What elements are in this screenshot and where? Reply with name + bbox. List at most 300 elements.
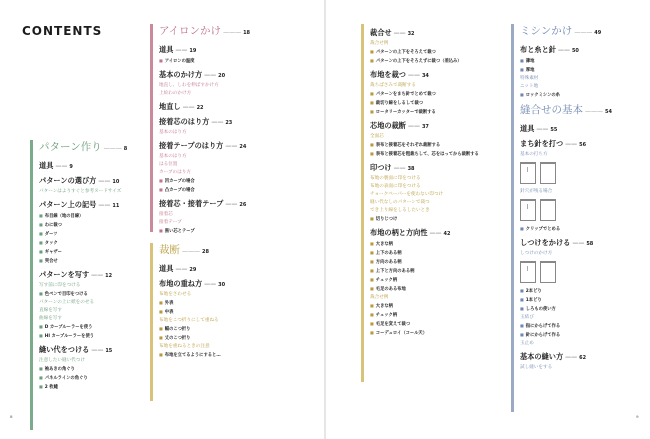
toc-bullet-item[interactable] (39, 290, 148, 299)
toc-section-title[interactable] (520, 24, 646, 40)
toc-bullet-item[interactable] (520, 322, 646, 331)
leader-dash: —— (98, 202, 111, 209)
toc-bullet-item[interactable] (159, 57, 300, 66)
pinning-diagram (520, 261, 646, 283)
page-ref: 55 (550, 127, 558, 133)
bullet-text: 方向のある柄 (375, 259, 402, 265)
page-ref: 50 (571, 48, 579, 54)
entry-title: パターンを写す (39, 270, 90, 279)
toc-subentry[interactable]: 針穴が残る場合 (520, 189, 553, 194)
toc-subentry[interactable]: 直線を写す (39, 308, 62, 313)
entry-title: 裁合せ (370, 28, 392, 37)
page-ref: 38 (407, 165, 415, 172)
bullet-icon: ■ (370, 329, 374, 335)
toc-bullet-item[interactable] (39, 239, 148, 248)
page-ref: 58 (586, 241, 594, 247)
bullet-icon: ■ (370, 311, 374, 317)
toc-entry[interactable] (159, 141, 300, 152)
entry-title: 道具 (159, 45, 174, 54)
page-ref: 62 (579, 355, 587, 361)
toc-bullet-item[interactable] (520, 305, 646, 314)
leader-dash: —— (175, 47, 188, 54)
toc-bullet-item[interactable] (370, 320, 506, 329)
toc-column-cutting (150, 243, 300, 403)
bullet-icon: ■ (39, 213, 43, 218)
entry-title: 布地を裁つ (370, 70, 406, 79)
bullet-icon: ■ (370, 320, 374, 326)
bullet-text: わに裁つ (44, 223, 62, 228)
toc-column-iron (150, 24, 300, 234)
toc-bullet-item[interactable] (39, 383, 148, 392)
toc-bullet-item[interactable] (159, 308, 300, 317)
bullet-icon: ■ (159, 335, 163, 340)
toc-bullet-item[interactable] (370, 329, 506, 338)
bullet-icon: ■ (370, 109, 374, 114)
leader-dash: ——— (585, 108, 603, 115)
toc-bullet-item[interactable] (370, 48, 506, 57)
toc-entry[interactable] (39, 161, 148, 172)
toc-bullet-item[interactable] (520, 331, 646, 340)
leader-dash: —— (211, 119, 224, 126)
page-ref: 9 (69, 164, 73, 170)
toc-bullet-item[interactable] (159, 351, 300, 360)
leader-dash: ——— (103, 145, 122, 152)
bullet-text: 上下と方向のある柄 (375, 268, 415, 274)
bullet-icon: ■ (39, 291, 43, 296)
toc-entry[interactable] (370, 28, 506, 39)
leader-dash: —— (204, 281, 217, 288)
bullet-icon: ■ (370, 100, 374, 105)
leader-dash: —— (565, 141, 578, 148)
toc-subentry[interactable]: 縫い代なしのパターンで裁つ (370, 199, 430, 205)
bullet-text: HI カーブルーラーを使う (44, 334, 95, 339)
toc-section-title[interactable] (39, 140, 148, 156)
toc-bullet-item[interactable] (370, 90, 506, 99)
bullet-text: ロックミシンの糸 (525, 93, 560, 98)
bullet-text: 布地を立てるようにすると… (164, 353, 221, 358)
leader-dash: ——— (574, 29, 593, 36)
toc-entry[interactable] (159, 70, 300, 81)
column-inner (39, 140, 148, 392)
toc-bullet-item[interactable] (520, 287, 646, 296)
toc-bullet-item[interactable] (39, 332, 148, 341)
bullet-icon: ■ (520, 92, 524, 97)
bullet-text: 袖あきの角ぐり (44, 367, 75, 372)
toc-subentry[interactable]: 裁合せ例 (370, 294, 389, 300)
toc-entry[interactable] (39, 176, 148, 187)
entry-title: 芯地の裁断 (370, 121, 406, 130)
toc-bullet-item[interactable] (370, 215, 506, 224)
toc-entry[interactable] (159, 117, 300, 128)
bullet-text: 針にからげて作る (525, 333, 561, 338)
bullet-icon: ■ (370, 267, 374, 273)
leader-dash: ——— (182, 248, 200, 255)
toc-entry[interactable] (159, 45, 300, 56)
column-inner (159, 24, 300, 236)
bullet-text: 指にからげて作る (525, 324, 561, 329)
toc-bullet-item[interactable] (159, 177, 300, 186)
page-ref: 19 (189, 48, 197, 54)
bullet-text: 裁切り線をしるして裁つ (375, 101, 424, 106)
fabric-diagram-icon (540, 199, 556, 221)
toc-subentry[interactable]: パターンの上に紙をのせる (39, 300, 95, 305)
toc-entry[interactable] (370, 70, 506, 81)
bullet-icon: ■ (159, 326, 163, 331)
leader-dash: ——— (223, 29, 242, 36)
bullet-icon: ■ (39, 222, 43, 227)
pin-icon (527, 167, 528, 172)
page-ref: 29 (189, 267, 197, 273)
toc-bullet-item[interactable] (39, 248, 148, 257)
page-ref: 10 (112, 179, 120, 185)
leader-dash: —— (98, 178, 111, 185)
entry-title: しつけをかける (520, 238, 571, 247)
section-bar (150, 243, 153, 401)
entry-title: 道具 (520, 124, 535, 133)
toc-subentry[interactable]: 接着テープ (159, 220, 182, 225)
leader-dash: —— (91, 272, 104, 279)
toc-entry[interactable] (39, 200, 148, 211)
toc-bullet-item[interactable] (370, 267, 506, 276)
toc-bullet-item[interactable] (520, 66, 646, 75)
toc-subentry[interactable]: チョークペーパーを使わない印つけ (370, 191, 444, 197)
bullet-icon: ■ (39, 384, 43, 389)
toc-subentry[interactable]: ニット地 (520, 84, 539, 89)
fabric-diagram-icon (520, 261, 536, 283)
toc-column-pattern (30, 140, 148, 430)
page-ref: 18 (243, 30, 251, 36)
bullet-text: パネルラインの角ぐり (44, 376, 88, 381)
bullet-text: 切りじつけ (375, 216, 398, 222)
toc-bullet-item[interactable] (370, 285, 506, 294)
page-ref: 12 (105, 273, 113, 279)
toc-bullet-item[interactable] (39, 323, 148, 332)
page-ref: 26 (239, 202, 247, 208)
bullet-text: 中表 (164, 310, 174, 315)
leader-dash: —— (565, 354, 578, 361)
toc-subentry[interactable]: はる位置 (159, 162, 178, 167)
bullet-icon: ■ (520, 58, 524, 63)
section-bar (150, 24, 153, 232)
bullet-text: 凸カーブの場合 (164, 188, 195, 193)
fabric-diagram-icon (540, 261, 556, 283)
toc-subentry[interactable]: 布地の表面に印をつける (370, 183, 421, 189)
bullet-text: 厚地 (525, 68, 535, 73)
bullet-icon: ■ (370, 276, 374, 282)
page-ref: 37 (421, 124, 429, 130)
page-ref: 22 (196, 105, 204, 111)
toc-bullet-item[interactable] (39, 212, 148, 221)
section-bar (511, 24, 514, 412)
bullet-text: ダーツ (44, 232, 58, 237)
toc-bullet-item[interactable] (370, 151, 506, 159)
bullet-icon: ■ (520, 297, 524, 302)
bullet-icon: ■ (39, 333, 43, 338)
toc-bullet-item[interactable] (520, 296, 646, 305)
page-ref: 49 (594, 30, 602, 36)
bullet-icon: ■ (159, 58, 163, 63)
toc-bullet-item[interactable] (39, 374, 148, 383)
toc-bullet-item[interactable] (370, 57, 506, 66)
toc-subentry[interactable]: 上絵わのかけ方 (159, 91, 192, 96)
bullet-icon: ■ (520, 323, 524, 328)
entry-title: 布地の柄と方向性 (370, 227, 428, 237)
page-ref: 15 (105, 348, 113, 354)
toc-bullet-item[interactable] (370, 240, 506, 249)
bullet-icon: ■ (370, 240, 374, 246)
bullet-icon: ■ (370, 258, 374, 264)
toc-entry[interactable] (159, 199, 300, 210)
toc-subentry[interactable]: 基本のはり方 (159, 154, 187, 159)
page-ref: 42 (443, 230, 451, 237)
section-bar (30, 140, 33, 430)
bullet-text: チェック柄 (375, 277, 398, 283)
toc-subentry[interactable]: 注意したい縫い代つけ (39, 358, 85, 363)
bullet-icon: ■ (159, 300, 163, 305)
toc-bullet-item[interactable] (39, 365, 148, 374)
section-bar (361, 24, 364, 382)
bullet-text: コーデュロイ（コール天） (375, 330, 427, 336)
leader-dash: —— (204, 72, 217, 79)
toc-entry[interactable] (370, 228, 506, 239)
fabric-diagram-icon (520, 162, 536, 184)
page-ref: 20 (218, 73, 226, 79)
leader-dash: —— (175, 266, 188, 273)
page-ref: 56 (579, 142, 587, 148)
bullet-icon: ■ (520, 288, 524, 293)
toc-subentry[interactable]: 基本の打ち方 (520, 152, 548, 157)
toc-entry[interactable] (159, 264, 300, 275)
leader-dash: —— (393, 30, 406, 37)
toc-bullet-item[interactable] (39, 221, 148, 230)
toc-entry[interactable] (370, 121, 506, 132)
toc-entry[interactable] (520, 45, 646, 56)
toc-bullet-item[interactable] (520, 57, 646, 66)
bullet-text: 大きな柄 (375, 241, 393, 247)
toc-column-cutting-continued (361, 24, 506, 384)
entry-title: 基本のかけ方 (159, 70, 203, 79)
entry-title: 縫合せの基本 (520, 104, 583, 116)
leader-dash: —— (429, 229, 442, 237)
bullet-icon: ■ (159, 352, 163, 357)
leader-dash: —— (225, 201, 238, 208)
toc-subentry[interactable]: 基本のはり方 (159, 130, 187, 135)
bullet-icon: ■ (370, 58, 374, 63)
bullet-text: 毛足を変えて裁つ (375, 321, 411, 327)
page-gutter (324, 0, 326, 439)
toc-bullet-item[interactable] (39, 257, 148, 266)
bullet-text: 幅のこつ折り (164, 327, 191, 332)
toc-subentry[interactable]: 特殊素材 (520, 76, 539, 81)
bullet-icon: ■ (370, 249, 374, 255)
entry-title: 地直し (159, 102, 181, 111)
entry-title: 基本の縫い方 (520, 352, 564, 361)
bullet-icon: ■ (39, 231, 43, 236)
bullet-icon: ■ (370, 91, 374, 96)
page-number-left: 8 (10, 414, 13, 419)
leader-dash: —— (557, 47, 570, 54)
toc-subentry[interactable]: カーブのはり方 (159, 170, 191, 175)
bullet-text: D カーブルーラーを使う (44, 325, 93, 330)
toc-entry[interactable] (159, 279, 300, 290)
toc-subentry[interactable]: 布地をこつ折りにして重ねる (159, 318, 219, 323)
toc-bullet-item[interactable] (370, 108, 506, 117)
fabric-diagram-icon (540, 162, 556, 184)
bullet-text: 布目線（地の目線） (44, 214, 84, 219)
toc-entry[interactable] (520, 139, 646, 150)
entry-title: 接着芯のはり方 (159, 117, 210, 126)
bullet-text: アイロンの温度 (164, 59, 195, 64)
bullet-text: 大きな柄 (375, 303, 393, 309)
bullet-text: 突合せ (44, 259, 58, 264)
column-inner (370, 24, 506, 338)
leader-dash: —— (91, 347, 104, 354)
toc-bullet-item[interactable] (370, 99, 506, 108)
leader-dash: —— (55, 163, 68, 170)
toc-bullet-item[interactable] (370, 258, 506, 267)
bullet-text: 2本どり (525, 289, 542, 294)
entry-title: ミシンかけ (520, 25, 573, 37)
toc-subentry[interactable]: 布地の裏面に印をつける (370, 175, 421, 181)
page-ref: 11 (112, 203, 120, 209)
toc-entry[interactable] (159, 102, 300, 113)
toc-subentry[interactable]: 写す前に印をつける (39, 283, 81, 288)
toc-subentry[interactable]: 裁合せ例 (370, 41, 389, 46)
bullet-text: チェック柄 (375, 312, 398, 318)
toc-subentry[interactable]: 玉結び (520, 315, 534, 320)
entry-title: パターン上の記号 (39, 200, 97, 209)
bullet-icon: ■ (39, 240, 43, 245)
bullet-text: パターンの上下をそろえずに裁つ（差込み） (375, 59, 462, 64)
leader-dash: —— (536, 126, 549, 133)
bullet-text: 丈のこつ折り (164, 336, 191, 341)
leader-dash: —— (182, 104, 195, 111)
entry-title: 接着テープのはり方 (159, 141, 224, 150)
bullet-text: 色ペンで目印をつける (44, 292, 88, 297)
bullet-text: 薄地 (525, 59, 535, 64)
bullet-icon: ■ (39, 366, 43, 371)
bullet-icon: ■ (520, 306, 524, 311)
page-ref: 34 (421, 73, 429, 79)
bullet-icon: ■ (39, 324, 43, 329)
toc-entry[interactable] (520, 238, 646, 249)
toc-bullet-item[interactable] (159, 325, 300, 334)
toc-bullet-item[interactable] (370, 302, 506, 311)
entry-title: 裁断 (159, 244, 180, 256)
toc-subentry[interactable]: 布地を重ねるときの注意 (159, 344, 210, 349)
toc-bullet-item[interactable] (370, 276, 506, 285)
toc-entry[interactable] (39, 270, 148, 281)
bullet-icon: ■ (370, 49, 374, 54)
bullet-text: 外表 (164, 301, 174, 306)
bullet-icon: ■ (370, 142, 374, 147)
toc-subentry[interactable]: 全面芯 (370, 134, 384, 139)
entry-title: 布と糸と針 (520, 45, 556, 54)
bullet-icon: ■ (159, 178, 163, 183)
page-ref: 32 (407, 31, 415, 37)
bullet-icon: ■ (520, 226, 524, 231)
bullet-icon: ■ (39, 258, 43, 263)
toc-bullet-item[interactable] (370, 141, 506, 150)
toc-section-title[interactable] (159, 24, 300, 40)
toc-subentry[interactable]: しつけのかけ方 (520, 251, 553, 256)
entry-title: まち針を打つ (520, 139, 564, 148)
bullet-text: パターンの上下をそろえて裁つ (375, 50, 436, 55)
page-ref: 28 (202, 249, 209, 255)
leader-dash: —— (393, 164, 406, 172)
entry-title: パターン作り (39, 141, 102, 153)
bullet-text: 凹カーブの場合 (164, 179, 195, 184)
toc-bullet-item[interactable] (370, 311, 506, 320)
page-title: CONTENTS (22, 24, 103, 38)
page-ref: 30 (218, 282, 226, 288)
toc-bullet-item[interactable] (159, 334, 300, 343)
bullet-text: タック (44, 241, 58, 246)
toc-bullet-item[interactable] (39, 230, 148, 239)
toc-bullet-item[interactable] (520, 91, 646, 100)
bullet-text: ロータリーカッターで裁断する (375, 110, 436, 115)
entry-title: 道具 (159, 264, 174, 273)
toc-bullet-item[interactable] (520, 225, 646, 234)
toc-bullet-item[interactable] (370, 249, 506, 258)
toc-entry[interactable] (370, 163, 506, 174)
toc-column-sewing (511, 24, 646, 414)
toc-subentry[interactable]: でき上り線をしるしたいとき (370, 207, 430, 213)
entry-title: 縫い代をつける (39, 345, 90, 354)
leader-dash: —— (572, 240, 585, 247)
toc-subentry[interactable]: パターンはよりすぐと参考ヌードサイズ (39, 189, 122, 194)
bullet-text: 上下のある柄 (375, 250, 402, 256)
toc-subentry[interactable]: 布地をさわせる (159, 292, 192, 297)
bullet-text: パターンをまち針でとめて裁つ (375, 92, 436, 97)
leader-dash: —— (407, 123, 420, 130)
bullet-text: 2 枚縫 (44, 385, 58, 390)
column-inner (159, 243, 300, 360)
toc-entry[interactable] (520, 352, 646, 363)
toc-bullet-item[interactable] (159, 299, 300, 308)
toc-subentry[interactable]: 地直し、しわを伸ばすかけ方 (159, 83, 219, 88)
toc-entry[interactable] (520, 124, 646, 135)
bullet-text: しろもの使い方 (525, 307, 556, 312)
toc-subentry[interactable]: 試し縫いをする (520, 365, 553, 370)
entry-title: 接着芯・接着テープ (159, 199, 224, 208)
toc-subentry[interactable]: 玉止め (520, 341, 534, 346)
toc-bullet-item[interactable] (159, 227, 300, 236)
toc-entry[interactable] (39, 345, 148, 356)
toc-bullet-item[interactable] (159, 186, 300, 195)
entry-title: アイロンかけ (159, 25, 222, 37)
bullet-icon: ■ (370, 215, 374, 221)
bullet-icon: ■ (370, 151, 374, 156)
toc-subentry[interactable]: 接着芯 (159, 212, 173, 217)
entry-title: 印つけ (370, 162, 392, 172)
bullet-icon: ■ (159, 228, 163, 233)
bullet-icon: ■ (370, 285, 374, 291)
pinning-diagram (520, 162, 646, 184)
bullet-icon: ■ (159, 309, 163, 314)
bullet-text: 表布と接着芯を粗裁ちして、芯をはってから裁断する (375, 152, 479, 157)
bullet-text: 1本どり (525, 298, 542, 303)
toc-section-title[interactable] (159, 243, 300, 259)
toc-subentry[interactable]: 裁ちばさみで裁断する (370, 83, 416, 88)
pinning-diagram (520, 199, 646, 221)
fabric-diagram-icon (520, 199, 536, 221)
bullet-text: 黒い芯とテープ (164, 229, 195, 234)
bullet-icon: ■ (39, 249, 43, 254)
toc-section-title[interactable] (520, 103, 646, 119)
pin-icon (527, 204, 528, 209)
toc-subentry[interactable]: 曲線を写す (39, 316, 62, 321)
